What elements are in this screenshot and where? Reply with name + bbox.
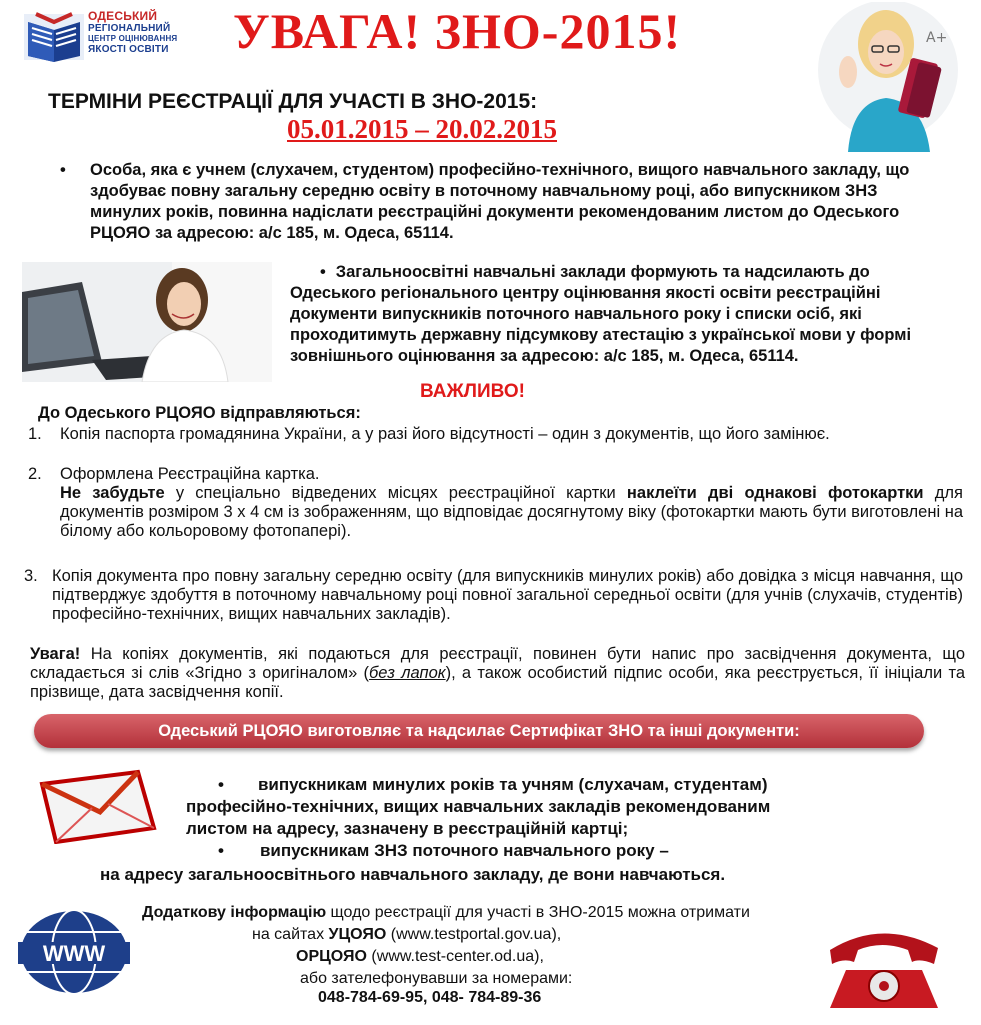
footer-1c: щодо реєстрації для участі в ЗНО-2015 можна отримати — [326, 904, 750, 921]
girl-computer-photo — [22, 262, 272, 382]
attention-italic: без лапок — [369, 664, 446, 682]
distribution-line-2: професійно-технічних, вищих навчальних закладів рекомендованим — [186, 797, 771, 816]
footer-line-3 — [296, 946, 544, 968]
logo-line-1: ОДЕСЬКИЙ — [88, 9, 158, 23]
logo-line-3: ЦЕНТР ОЦІНЮВАННЯ — [88, 34, 178, 43]
list-item-registration-card — [28, 465, 963, 541]
attention-text-2: ), а також особистий підпис особи, яка реєструється, її ініціали та прізвище, дата засвідчення копії. — [30, 664, 965, 701]
list-item-1-text: Копія паспорта громадянина України, а у разі його відсутності – один з документів, що його замінює. — [60, 425, 830, 443]
footer-3b: (www.test-center.od.ua), — [366, 948, 544, 965]
distribution-line-5: на адресу загальноосвітнього навчального закладу, де вони навчаються. — [100, 865, 726, 884]
bullet-1-text: Особа, яка є учнем (слухачем, студентом) професійно-технічного, вищого навчального закладу, що здобуває повну загальну середню освіту в поточному навчальному році, або випускником ЗНЗ минулих років, повинна надіслати реєстраційні документи рекомендованим листом до Одеського РЦОЯО за адресою: а/с 185, м. Одеса, 65114. — [90, 161, 910, 242]
documents-sent-heading: До Одеського РЦОЯО відправляються: — [38, 404, 361, 422]
logo-line-4: ЯКОСТІ ОСВІТИ — [88, 44, 169, 55]
page-title: УВАГА! ЗНО-2015! — [233, 3, 682, 59]
grade-tag: A+ — [926, 30, 948, 46]
bullet-individual-registration — [60, 160, 940, 244]
attention-text-1: На копіях документів, які подаються для реєстрації, повинен бути напис про засвідчення документа, що складається зі слів «Згідно з оригіналом» ( — [30, 645, 965, 682]
certificate-banner: Одеський РЦОЯО виготовляє та надсилає Сертифікат ЗНО та інші документи: — [34, 714, 924, 748]
www-label: WWW — [42, 941, 106, 966]
book-logo-icon — [22, 8, 86, 66]
bullet-marker: • — [320, 263, 326, 281]
list-number: 3. — [24, 567, 38, 585]
bullet-marker: • — [218, 841, 224, 860]
list-item-3-text: Копія документа про повну загальну середню освіту (для випускників минулих років) або довідка з місця навчання, що підтверджує здобуття в поточному навчальному році повної загальної середньої освіти (для учнів (слухачів, студентів) професійно-технічних, вищих навчальних закладів). — [52, 567, 963, 623]
footer-2a: на сайтах — [252, 926, 329, 943]
distribution-line-3: листом на адресу, зазначену в реєстраційній картці; — [186, 819, 629, 838]
phone-numbers: 048-784-69-95, 048- 784-89-36 — [318, 989, 542, 1006]
bullet-marker: • — [60, 161, 66, 179]
list-number: 2. — [28, 465, 42, 483]
logo-line-2: РЕГІОНАЛЬНИЙ — [88, 23, 171, 34]
telephone-icon — [816, 924, 951, 1014]
footer-1a: Додаткову — [142, 904, 231, 921]
list-item-education-document — [24, 567, 963, 624]
footer-2c: (www.testportal.gov.ua), — [386, 926, 562, 943]
footer-line-1 — [142, 902, 750, 924]
distribution-current-graduates — [184, 840, 669, 862]
rcoyo-logo — [22, 8, 217, 66]
www-globe-icon — [14, 908, 134, 996]
registration-subtitle: ТЕРМІНИ РЕЄСТРАЦІЇ ДЛЯ УЧАСТІ В ЗНО-2015: — [48, 90, 538, 113]
footer-1b: інформацію — [230, 904, 327, 921]
list-item-2-emph-c: наклеїти дві однакові фотокартки — [626, 484, 924, 502]
attention-note — [30, 645, 965, 702]
attention-lead: Увага! — [30, 645, 81, 663]
list-item-2-title: Оформлена Реєстраційна картка. — [60, 465, 320, 483]
student-girl-image — [808, 2, 968, 152]
documents-sent-heading-text: До Одеського РЦОЯО відправляються — [38, 404, 356, 422]
footer-line-4: або зателефонувавши за номерами: — [300, 970, 573, 987]
bullet-2-text: Загальноосвітні навчальні заклади формують та надсилають до Одеського регіонального центру оцінювання якості освіти реєстраційні документи випускників поточного навчального року і списки осіб, які проходитимуть державну підсумкову атестацію з української мови у формі зовнішнього оцінювання за адресою: а/с 185, м. Одеса, 65114. — [290, 263, 912, 365]
distribution-line-4: випускникам ЗНЗ поточного навчального року – — [259, 841, 669, 860]
list-item-passport — [28, 425, 963, 444]
distribution-line-1: випускникам минулих років та учням (слухачам, студентам) — [257, 775, 768, 794]
distribution-past-graduates — [186, 774, 770, 840]
important-heading: ВАЖЛИВО! — [420, 381, 526, 402]
list-item-2-emph-a: Не забудьте — [60, 484, 165, 502]
registration-dates: 05.01.2015 – 20.02.2015 — [287, 114, 557, 144]
list-item-2-text-b: у спеціально відведених місцях реєстраційної картки — [164, 484, 627, 502]
bullet-schools-registration — [290, 262, 960, 367]
envelope-icon — [38, 768, 158, 844]
bullet-marker: • — [218, 775, 224, 794]
footer-line-2 — [252, 924, 561, 946]
footer-2b: УЦОЯО — [328, 926, 387, 943]
list-item-2-text-d: для документів розміром 3 х 4 см із зображенням, що відповідає досягнутому віку (фотокартки мають бути виготовлені на білому або кольоровому фотопапері). — [60, 484, 963, 540]
list-number: 1. — [28, 425, 42, 443]
footer-3a: ОРЦОЯО — [296, 948, 367, 965]
